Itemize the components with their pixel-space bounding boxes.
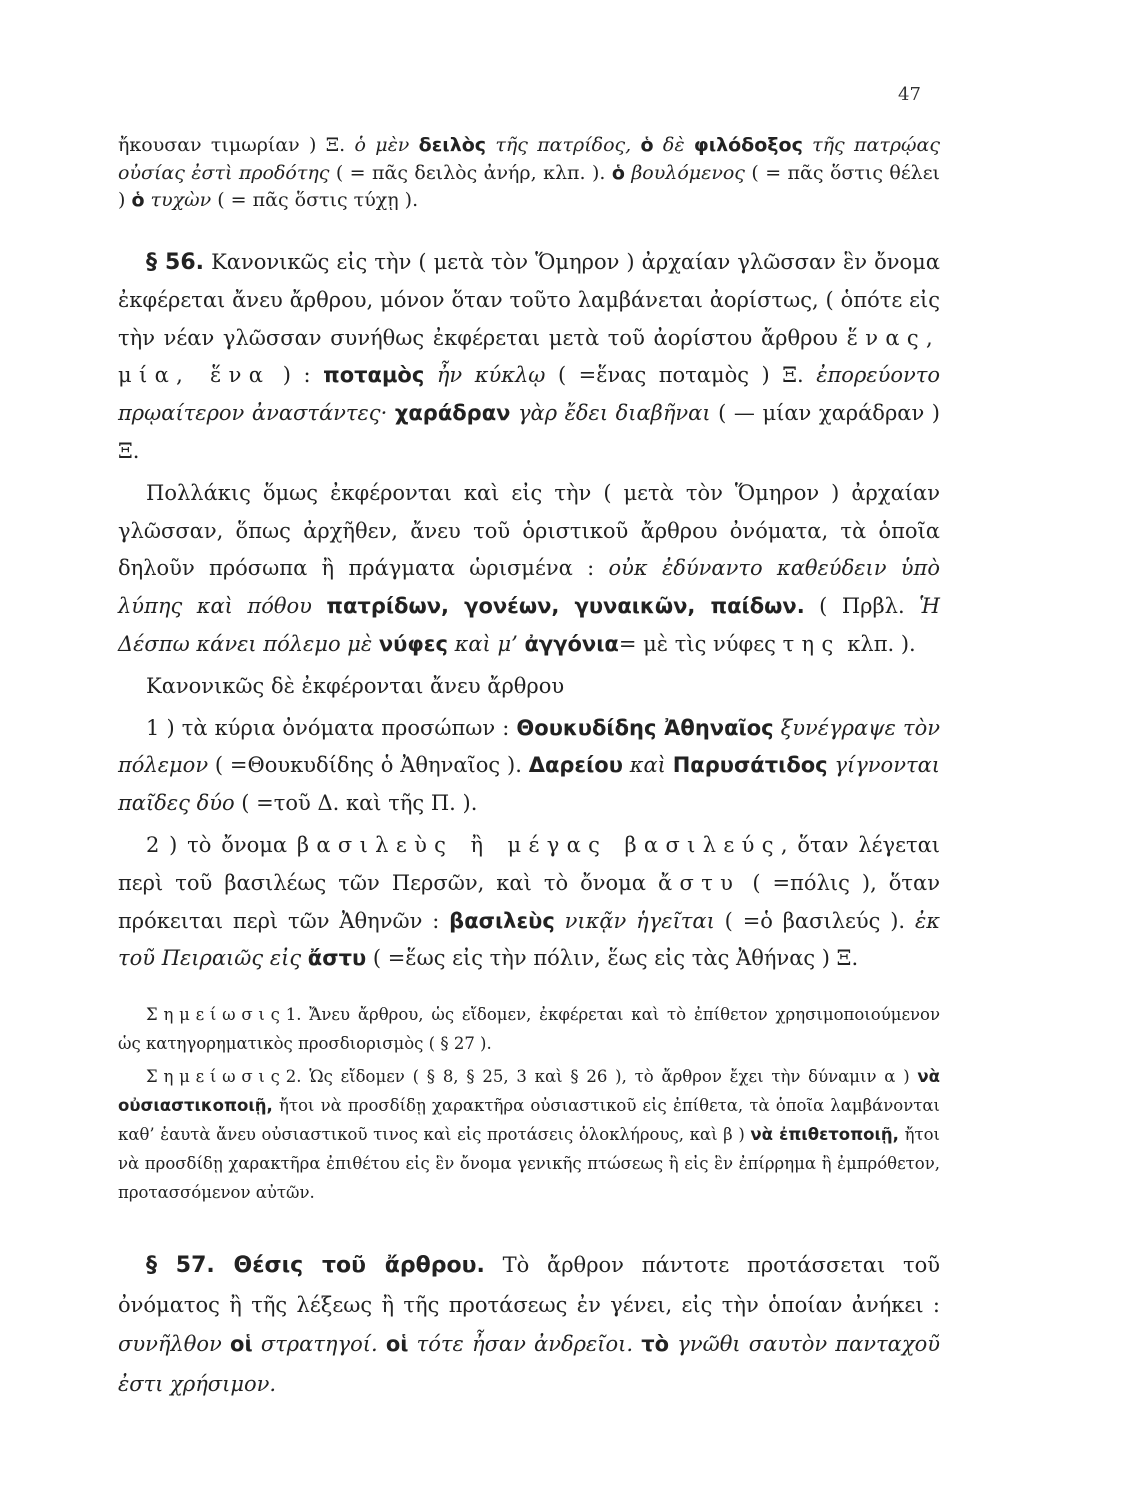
- section-56-heading: § 56.: [146, 250, 205, 275]
- page-number: 47: [898, 84, 921, 105]
- section-57-heading: § 57. Θέσις τοῦ ἄρθρου.: [146, 1253, 485, 1278]
- notes: [118, 1000, 940, 1207]
- section-57: § 57. Θέσις τοῦ ἄρθρου. Τὸ ἄρθρον πάντοτε προτάσσεται τοῦ ὀνόματος ἢ τῆς λέξεως ἢ τῆς προτάσεως ἐν γένει, εἰς τὴν ὁποίαν ἀνήκει : συνῆλθον οἱ στρατηγοί. οἱ τότε ἦσαν ἀνδρεῖοι. τὸ γνῶθι σαυτὸν πανταχοῦ ἐστι χρήσιμον.: [118, 1253, 941, 1396]
- note-2: Σημείωσις2. Ὡς εἴδομεν ( § 8, § 25, 3 καὶ § 26 ), τὸ ἄρθρον ἔχει τὴν δύναμιν α ) νὰ οὐσιαστικοποιῇ, ἤτοι νὰ προσδίδῃ χαρακτῆρα οὐσιαστικοῦ εἰς ἐπίθετα, τὰ ὁποῖα λαμβάνονται καθ’ ἑαυτὰ ἄνευ οὐσιαστικοῦ τινος καὶ εἰς προτάσεις ὁλοκλήρους, καὶ β ) νὰ ἐπιθετοποιῇ, ἤτοι νὰ προσδίδῃ χαρακτῆρα ἐπιθέτου εἰς ἓν ὄνομα γενικῆς πτώσεως ἢ εἰς ἓν ἐπίρρημα ἢ ἐμπρόθετον, προτασσόμενον αὐτῶν.: [118, 1067, 940, 1202]
- section-56-paragraph-1: § 56. Κανονικῶς εἰς τὴν ( μετὰ τὸν Ὅμηρον ) ἀρχαίαν γλῶσσαν ἓν ὄνομα ἐκφέρεται ἄνευ ἄρθρου, μόνον ὅταν τοῦτο λαμβάνεται ἀορίστως, ( ὁπότε εἰς τὴν νέαν γλῶσσαν συνήθως ἐκφέρεται μετὰ τοῦ ἀορίστου ἄρθρου ἕνας, μία, ἕνα ) : ποταμὸς ἦν κύκλῳ ( =ἕνας ποταμὸς ) Ξ. ἐπορεύοντο πρῳαίτερον ἀναστάντες· χαράδραν γὰρ ἔδει διαβῆναι ( — μίαν χαράδραν ) Ξ.: [118, 250, 940, 463]
- section-56-list-item-2: 2 ) τὸ ὄνομα βασιλεὺς ἢ μέγας βασιλεύς, ὅταν λέγεται περὶ τοῦ βασιλέως τῶν Περσῶν, καὶ τὸ ὄνομα ἄστυ ( =πόλις ), ὅταν πρόκειται περὶ τῶν Ἀθηνῶν : βασιλεὺς νικᾷν ἡγεῖται ( =ὁ βασιλεύς ). ἐκ τοῦ Πειραιῶς εἰς ἄστυ ( =ἕως εἰς τὴν πόλιν, ἕως εἰς τὰς Ἀθήνας ) Ξ.: [118, 832, 940, 971]
- section-56-list-item-1: 1 ) τὰ κύρια ὀνόματα προσώπων : Θουκυδίδης Ἀθηναῖος ξυνέγραψε τὸν πόλεμον ( =Θουκυδίδης ὁ Ἀθηναῖος ). Δαρείου καὶ Παρυσάτιδος γίγνονται παῖδες δύο ( =τοῦ Δ. καὶ τῆς Π. ).: [118, 715, 940, 816]
- intro-paragraph: ἤκουσαν τιμωρίαν ) Ξ. ὁ μὲν δειλὸς τῆς πατρίδος, ὁ δὲ φιλόδοξος τῆς πατρῴας οὐσίας ἐστὶ προδότης ( = πᾶς δειλὸς ἀνήρ, κλπ. ). ὁ βουλόμενος ( = πᾶς ὅστις θέλει ) ὁ τυχὼν ( = πᾶς ὅστις τύχῃ ).: [118, 134, 941, 211]
- section-56: [118, 244, 940, 978]
- note-1: Σημείωσις1. Ἄνευ ἄρθρου, ὡς εἴδομεν, ἐκφέρεται καὶ τὸ ἐπίθετον χρησιμοποιούμενον ὡς κατηγορηματικὸς προσδιορισμὸς ( § 27 ).: [118, 1005, 940, 1053]
- section-56-paragraph-2: Πολλάκις ὅμως ἐκφέρονται καὶ εἰς τὴν ( μετὰ τὸν Ὅμηρον ) ἀρχαίαν γλῶσσαν, ὅπως ἀρχῆθεν, ἄνευ τοῦ ὁριστικοῦ ἄρθρου ὀνόματα, τὰ ὁποῖα δηλοῦν πρόσωπα ἢ πράγματα ὡρισμένα : οὐκ ἐδύναντο καθεύδειν ὑπὸ λύπης καὶ πόθου πατρίδων, γονέων, γυναικῶν, παίδων. ( Πρβλ. Ἡ Δέσπω κάνει πόλεμο μὲ νύφες καὶ μ’ ἀγγόνια= μὲ τὶς νύφες της κλπ. ).: [118, 480, 940, 656]
- section-56-paragraph-3: Κανονικῶς δὲ ἐκφέρονται ἄνευ ἄρθρου: [146, 673, 565, 698]
